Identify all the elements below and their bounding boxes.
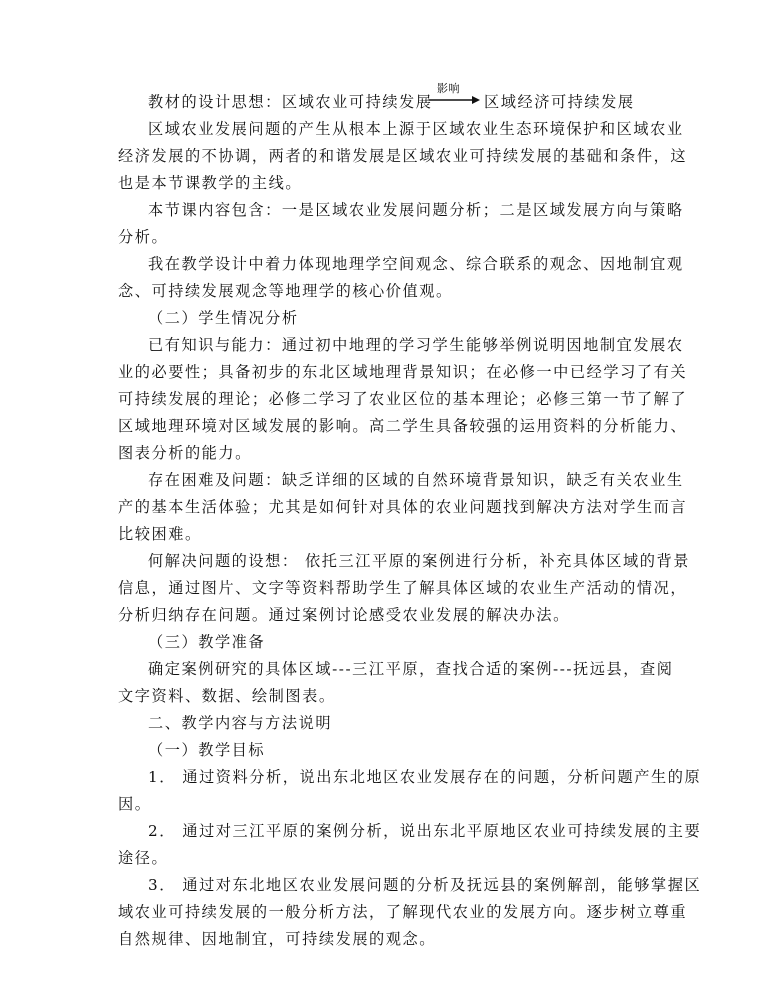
arrow-label: 影响	[437, 82, 460, 95]
text-line: 分析归纳存在问题。通过案例讨论感受农业发展的解决办法。	[118, 606, 570, 624]
text-line: 分析。	[118, 228, 169, 246]
section-heading: 二、教学内容与方法说明	[148, 714, 333, 732]
section-heading: （三）教学准备	[148, 633, 266, 651]
text-line: 产的基本生活体验；尤其是如何针对具体的农业问题找到解决方法对学生而言	[118, 498, 688, 516]
text-line: 存在困难及问题：缺乏详细的区域的自然环境背景知识，缺乏有关农业生	[148, 471, 684, 489]
right-arrow-icon	[428, 95, 480, 105]
text-line: 域农业可持续发展的一般分析方法，了解现代农业的发展方向。逐步树立尊重	[118, 903, 688, 921]
text-line: 图表分析的能力。	[118, 444, 252, 462]
section-heading: （一）教学目标	[148, 741, 266, 759]
text-line: 区域地理环境对区域发展的影响。高二学生具备较强的运用资料的分析能力、	[118, 417, 688, 435]
text-line: 何解决问题的设想： 依托三江平原的案例进行分析，补充具体区域的背景	[148, 552, 690, 570]
text-line: 自然规律、因地制宜，可持续发展的观念。	[118, 930, 437, 948]
text-line: 因。	[118, 795, 152, 813]
text-line: 确定案例研究的具体区域---三江平原，查找合适的案例---抚远县，查阅	[148, 660, 674, 678]
text-line: 途径。	[118, 849, 169, 867]
text-line: 也是本节课教学的主线。	[118, 174, 303, 192]
list-item: 2． 通过对三江平原的案例分析，说出东北平原地区农业可持续发展的主要	[148, 822, 702, 840]
list-item: 3． 通过对东北地区农业发展问题的分析及抚远县的案例解剖，能够掌握区	[148, 876, 702, 894]
text-line: 已有知识与能力：通过初中地理的学习学生能够举例说明因地制宜发展农	[148, 336, 684, 354]
text-line: 本节课内容包含：一是区域农业发展问题分析；二是区域发展方向与策略	[148, 201, 684, 219]
text-line: 念、可持续发展观念等地理学的核心价值观。	[118, 282, 453, 300]
text-line: 可持续发展的理论；必修二学习了农业区位的基本理论；必修三第一节了解了	[118, 390, 688, 408]
text-line: 文字资料、数据、绘制图表。	[118, 687, 336, 705]
text-line: 我在教学设计中着力体现地理学空间观念、综合联系的观念、因地制宜观	[148, 255, 684, 273]
text-line: 经济发展的不协调，两者的和谐发展是区域农业可持续发展的基础和条件，这	[118, 147, 688, 165]
section-heading: （二）学生情况分析	[148, 309, 299, 327]
text-line: 信息，通过图片、文字等资料帮助学生了解具体区域的农业生产活动的情况，	[118, 579, 688, 597]
text-line: 业的必要性；具备初步的东北区域地理背景知识；在必修一中已经学习了有关	[118, 363, 688, 381]
design-idea-suffix: 区域经济可持续发展	[484, 93, 635, 111]
text-line: 区域农业发展问题的产生从根本上源于区域农业生态环境保护和区域农业	[148, 120, 684, 138]
design-idea-prefix: 教材的设计思想：区域农业可持续发展	[148, 93, 433, 111]
influence-arrow	[428, 82, 480, 109]
text-line: 比较困难。	[118, 525, 202, 543]
list-item: 1． 通过资料分析，说出东北地区农业发展存在的问题，分析问题产生的原	[148, 768, 702, 786]
